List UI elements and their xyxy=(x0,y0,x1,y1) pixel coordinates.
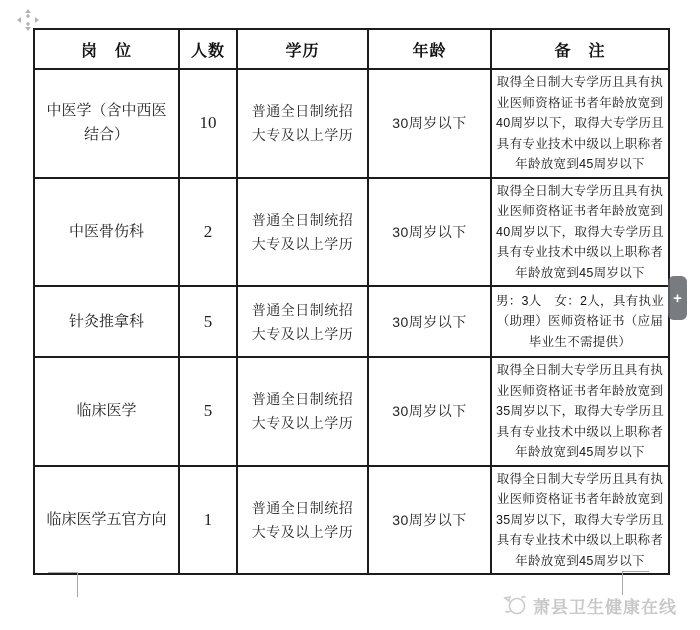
table-row xyxy=(34,466,669,575)
table-row xyxy=(34,286,669,357)
cell-education: 普通全日制统招大专及以上学历 xyxy=(237,466,368,575)
cell-count: 1 xyxy=(179,466,237,575)
cell-age: 30周岁以下 xyxy=(368,466,491,575)
cell-position: 中医骨伤科 xyxy=(34,178,179,287)
header-row xyxy=(34,29,669,69)
cell-education: 普通全日制统招大专及以上学历 xyxy=(237,286,368,357)
cell-age: 30周岁以下 xyxy=(368,69,491,178)
table-row xyxy=(34,69,669,178)
cell-position: 临床医学五官方向 xyxy=(34,466,179,575)
cell-count: 5 xyxy=(179,286,237,357)
cell-education: 普通全日制统招大专及以上学历 xyxy=(237,69,368,178)
column-header: 年龄 xyxy=(368,29,491,69)
crop-corner-handle-left[interactable] xyxy=(48,572,78,597)
cell-count: 10 xyxy=(179,69,237,178)
column-header: 备 注 xyxy=(491,29,669,69)
cell-age: 30周岁以下 xyxy=(368,286,491,357)
footer-logo-text: 萧县卫生健康在线 xyxy=(533,598,677,617)
table-row xyxy=(34,357,669,466)
cell-count: 5 xyxy=(179,357,237,466)
footer-watermark xyxy=(502,592,677,619)
cell-remark: 取得全日制大专学历且具有执业医师资格证书者年龄放宽到40周岁以下，取得大专学历且具有专业技术中级以上职称者年龄放宽到45周岁以下 xyxy=(491,69,669,178)
cell-education: 普通全日制统招大专及以上学历 xyxy=(237,357,368,466)
cell-education: 普通全日制统招大专及以上学历 xyxy=(237,178,368,287)
cell-remark: 取得全日制大专学历且具有执业医师资格证书者年龄放宽到35周岁以下，取得大专学历且具有专业技术中级以上职称者年龄放宽到45周岁以下 xyxy=(491,466,669,575)
cell-count: 2 xyxy=(179,178,237,287)
cell-remark: 取得全日制大专学历且具有执业医师资格证书者年龄放宽到40周岁以下，取得大专学历且具有专业技术中级以上职称者年龄放宽到45周岁以下 xyxy=(491,178,669,287)
column-header: 人数 xyxy=(179,29,237,69)
cell-position: 临床医学 xyxy=(34,357,179,466)
recruitment-table xyxy=(33,28,670,575)
cell-age: 30周岁以下 xyxy=(368,178,491,287)
table-row xyxy=(34,178,669,287)
footer-logo-icon xyxy=(502,592,529,619)
expand-button[interactable]: + xyxy=(668,276,687,320)
column-header: 岗 位 xyxy=(34,29,179,69)
cell-position: 中医学（含中西医结合） xyxy=(34,69,179,178)
table-body xyxy=(34,69,669,574)
column-header: 学历 xyxy=(237,29,368,69)
cell-position: 针灸推拿科 xyxy=(34,286,179,357)
cell-remark: 取得全日制大专学历且具有执业医师资格证书者年龄放宽到35周岁以下，取得大专学历且具有专业技术中级以上职称者年龄放宽到45周岁以下 xyxy=(491,357,669,466)
cell-remark: 男：3人 女：2人，具有执业（助理）医师资格证书（应届毕业生不需提供） xyxy=(491,286,669,357)
cell-age: 30周岁以下 xyxy=(368,357,491,466)
